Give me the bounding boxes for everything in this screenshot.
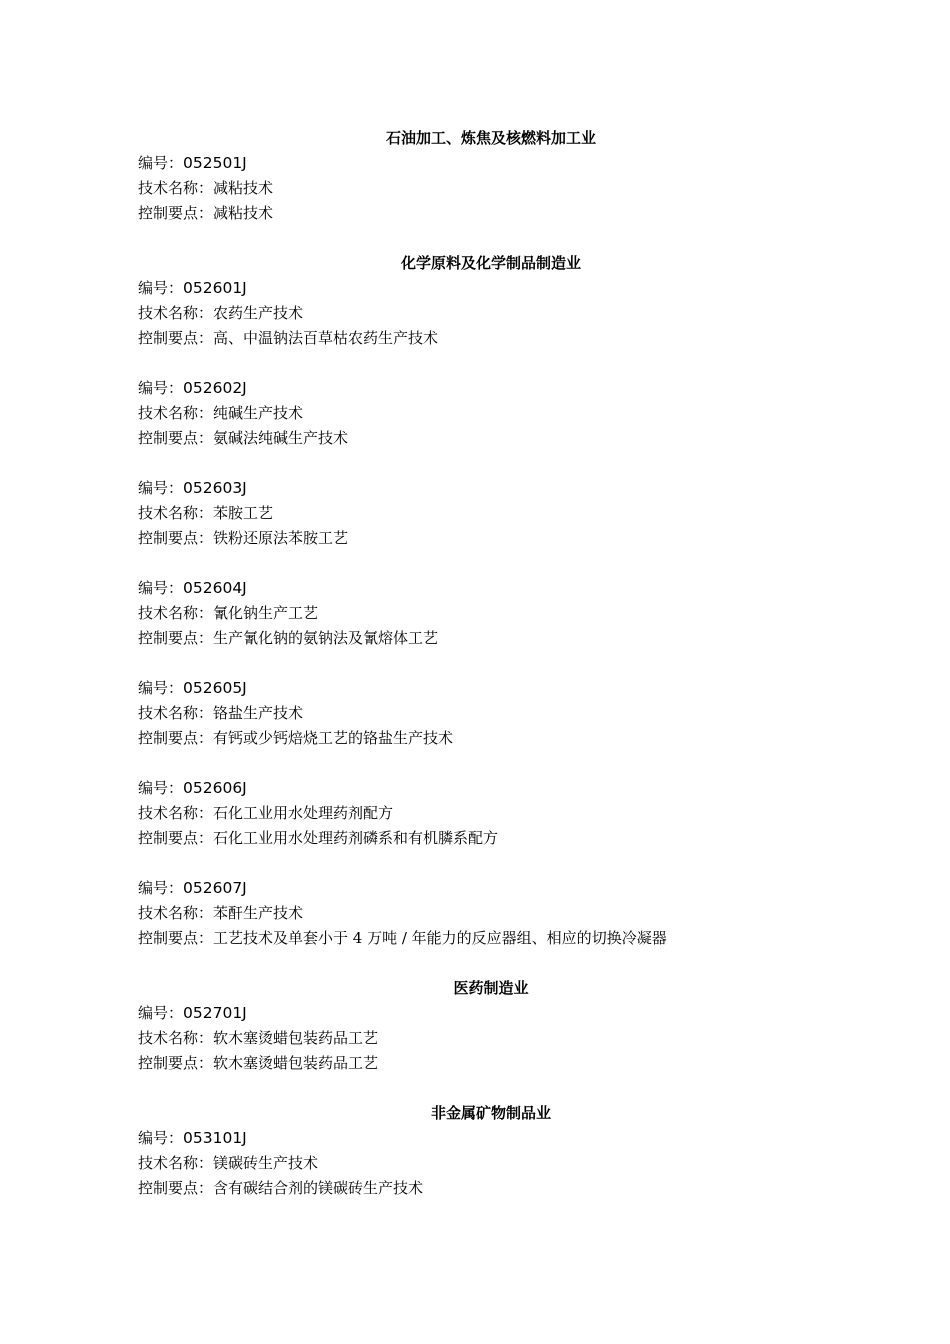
- section-petroleum: [138, 126, 844, 226]
- control-value: 减粘技术: [213, 204, 274, 222]
- code-label: 编号：: [138, 154, 184, 172]
- section-chemical: [138, 251, 844, 951]
- code-label: 编号：: [138, 479, 184, 497]
- code-value: 052701J: [183, 1004, 247, 1022]
- entry-name-line: [138, 401, 844, 426]
- entry-name-line: [138, 1026, 844, 1051]
- section-spacer: [138, 226, 844, 251]
- entry-052603J: [138, 476, 844, 551]
- name-value: 氰化钠生产工艺: [213, 604, 319, 622]
- code-label: 编号：: [138, 879, 184, 897]
- name-value: 镁碳砖生产技术: [213, 1154, 319, 1172]
- code-value: 053101J: [183, 1129, 247, 1147]
- section-spacer: [138, 1076, 844, 1101]
- control-label: 控制要点：: [138, 529, 214, 547]
- code-label: 编号：: [138, 579, 184, 597]
- document-page: [138, 126, 844, 1201]
- entry-name-line: [138, 301, 844, 326]
- code-label: 编号：: [138, 379, 184, 397]
- code-label: 编号：: [138, 1129, 184, 1147]
- entry-code-line: [138, 576, 844, 601]
- entry-code-line: [138, 776, 844, 801]
- name-label: 技术名称：: [138, 804, 214, 822]
- entry-code-line: [138, 276, 844, 301]
- control-value: 氨碱法纯碱生产技术: [213, 429, 349, 447]
- entry-control-line: [138, 201, 844, 226]
- entry-052604J: [138, 576, 844, 651]
- control-value: 有钙或少钙焙烧工艺的铬盐生产技术: [213, 729, 454, 747]
- entry-name-line: [138, 1151, 844, 1176]
- name-label: 技术名称：: [138, 1154, 214, 1172]
- section-nonmetal: [138, 1101, 844, 1201]
- entry-control-line: [138, 326, 844, 351]
- name-label: 技术名称：: [138, 904, 214, 922]
- control-label: 控制要点：: [138, 729, 214, 747]
- name-label: 技术名称：: [138, 1029, 214, 1047]
- code-value: 052604J: [183, 579, 247, 597]
- entry-spacer: [138, 751, 844, 776]
- entry-code-line: [138, 1126, 844, 1151]
- control-label: 控制要点：: [138, 929, 214, 947]
- code-label: 编号：: [138, 679, 184, 697]
- code-value: 052603J: [183, 479, 247, 497]
- control-label: 控制要点：: [138, 629, 214, 647]
- entry-spacer: [138, 651, 844, 676]
- name-label: 技术名称：: [138, 504, 214, 522]
- name-label: 技术名称：: [138, 704, 214, 722]
- entry-code-line: [138, 676, 844, 701]
- control-value: 软木塞烫蜡包装药品工艺: [213, 1054, 379, 1072]
- name-value: 铬盐生产技术: [213, 704, 304, 722]
- entry-control-line: [138, 426, 844, 451]
- entry-052607J: [138, 876, 844, 951]
- code-label: 编号：: [138, 1004, 184, 1022]
- name-value: 减粘技术: [213, 179, 274, 197]
- name-value: 农药生产技术: [213, 304, 304, 322]
- name-value: 石化工业用水处理药剂配方: [213, 804, 394, 822]
- code-value: 052601J: [183, 279, 247, 297]
- name-value: 苯酐生产技术: [213, 904, 304, 922]
- section-heading: 化学原料及化学制品制造业: [400, 254, 581, 272]
- control-label: 控制要点：: [138, 329, 214, 347]
- control-value: 铁粉还原法苯胺工艺: [213, 529, 349, 547]
- control-label: 控制要点：: [138, 829, 214, 847]
- control-value: 含有碳结合剂的镁碳砖生产技术: [213, 1179, 424, 1197]
- entry-control-line: [138, 1176, 844, 1201]
- entry-052601J: [138, 276, 844, 351]
- entry-name-line: [138, 701, 844, 726]
- name-label: 技术名称：: [138, 604, 214, 622]
- entry-control-line: [138, 826, 844, 851]
- entry-name-line: [138, 501, 844, 526]
- entry-052501J: [138, 151, 844, 226]
- entry-control-line: [138, 626, 844, 651]
- name-value: 苯胺工艺: [213, 504, 274, 522]
- entry-code-line: [138, 476, 844, 501]
- control-value: 石化工业用水处理药剂磷系和有机膦系配方: [213, 829, 499, 847]
- section-spacer: [138, 951, 844, 976]
- code-value: 052501J: [183, 154, 247, 172]
- control-label: 控制要点：: [138, 1054, 214, 1072]
- code-label: 编号：: [138, 779, 184, 797]
- section-heading: 非金属矿物制品业: [430, 1104, 551, 1122]
- entry-control-line: [138, 526, 844, 551]
- code-value: 052605J: [183, 679, 247, 697]
- entry-control-line: [138, 726, 844, 751]
- section-heading: 石油加工、炼焦及核燃料加工业: [385, 129, 596, 147]
- section-heading: 医药制造业: [453, 979, 529, 997]
- entry-name-line: [138, 901, 844, 926]
- entry-name-line: [138, 801, 844, 826]
- control-value: 生产氰化钠的氨钠法及氰熔体工艺: [213, 629, 439, 647]
- entry-code-line: [138, 876, 844, 901]
- entry-control-line: [138, 1051, 844, 1076]
- code-value: 052602J: [183, 379, 247, 397]
- control-label: 控制要点：: [138, 429, 214, 447]
- name-value: 软木塞烫蜡包装药品工艺: [213, 1029, 379, 1047]
- code-label: 编号：: [138, 279, 184, 297]
- code-value: 052606J: [183, 779, 247, 797]
- control-label: 控制要点：: [138, 1179, 214, 1197]
- name-label: 技术名称：: [138, 304, 214, 322]
- name-label: 技术名称：: [138, 404, 214, 422]
- entry-052605J: [138, 676, 844, 751]
- entry-name-line: [138, 601, 844, 626]
- code-value: 052607J: [183, 879, 247, 897]
- name-value: 纯碱生产技术: [213, 404, 304, 422]
- section-pharma: [138, 976, 844, 1076]
- entry-spacer: [138, 551, 844, 576]
- entry-code-line: [138, 1001, 844, 1026]
- entry-code-line: [138, 151, 844, 176]
- entry-name-line: [138, 176, 844, 201]
- entry-053101J: [138, 1126, 844, 1201]
- control-value: 工艺技术及单套小于 4 万吨 / 年能力的反应器组、相应的切换冷凝器: [213, 929, 667, 947]
- name-label: 技术名称：: [138, 179, 214, 197]
- control-value: 高、中温钠法百草枯农药生产技术: [213, 329, 439, 347]
- entry-052602J: [138, 376, 844, 451]
- entry-spacer: [138, 851, 844, 876]
- entry-spacer: [138, 351, 844, 376]
- control-label: 控制要点：: [138, 204, 214, 222]
- entry-052606J: [138, 776, 844, 851]
- entry-control-line: [138, 926, 844, 951]
- entry-spacer: [138, 451, 844, 476]
- entry-052701J: [138, 1001, 844, 1076]
- entry-code-line: [138, 376, 844, 401]
